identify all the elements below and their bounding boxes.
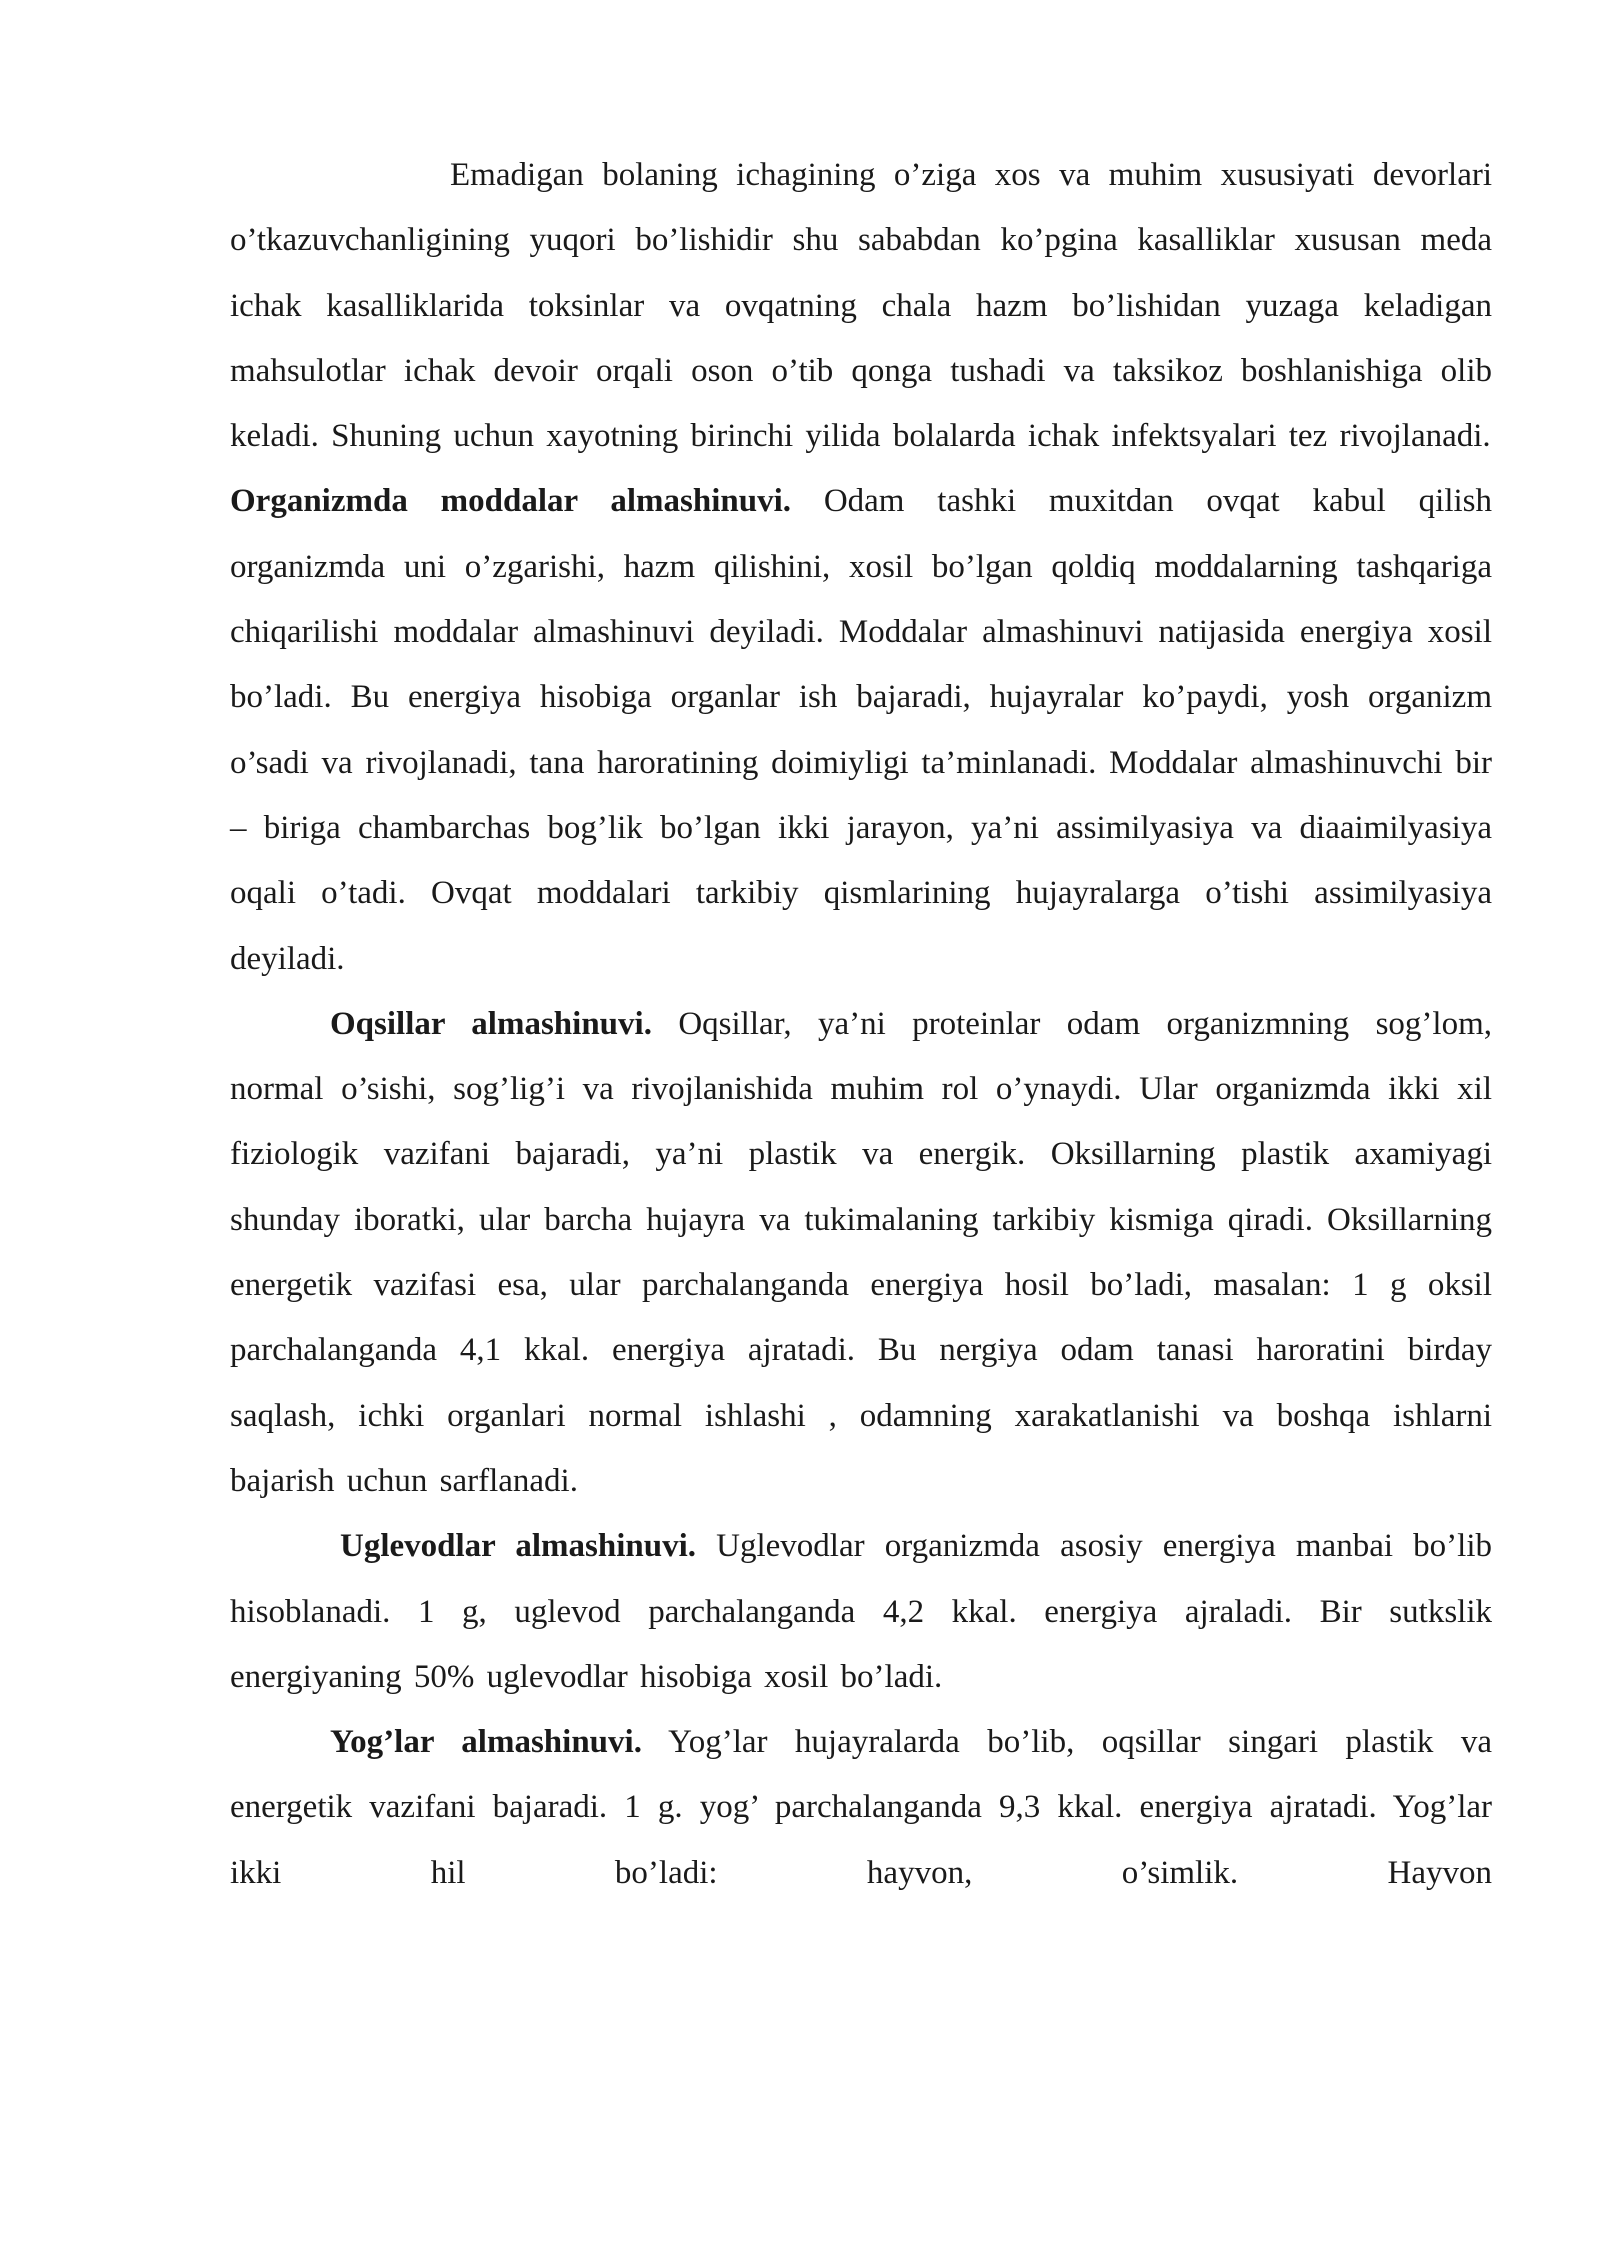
paragraph-text: Emadigan bolaning ichagining o’ziga xos va muhim xususiyati devorlari o’tkazuvchanligining yuqori bo’lishidir shu sababdan ko’pgina kasalliklar xususan meda ichak kasalliklarida toksinlar va ovqatning chala hazm bo’lishidan yuzaga keladigan mahsulotlar ichak devoir orqali oson o’tib qonga tushadi va taksikoz boshlanishiga olib keladi. Shuning uchun xayotning birinchi yilida bolalarda ichak infektsyalari tez rivojlanadi. [230,157,1492,455]
section-heading-metabolism: Organizmda moddalar almashinuvi. [230,483,792,520]
paragraph-text: Odam tashki muxitdan ovqat kabul qilish organizmda uni o’zgarishi, hazm qilishini, xosil bo’lgan qoldiq moddalarning tashqariga chiqarilishi moddalar almashinuvi deyiladi. Moddalar almashinuvi natijasida energiya xosil bo’ladi. Bu energiya hisobiga organlar ish bajaradi, hujayralar ko’paydi, yosh organizm o’sadi va rivojlanadi, tana haroratining doimiyligi ta’minlanadi. Moddalar almashinuvchi bir – biriga chambarchas bog’lik bo’lgan ikki jarayon, ya’ni assimilyasiya va diaaimilyasiya oqali o’tadi. Ovqat moddalari tarkibiy qismlarining hujayralarga o’tishi assimilyasiya deyiladi. [230,483,1492,977]
paragraph-metabolism [230,469,1492,991]
paragraph-text: Uglevodlar organizmda asosiy energiya manbai bo’lib hisoblanadi. 1 g, uglevod parchalanganda 4,2 kkal. energiya ajraladi. Bir sutkslik energiyaning 50% uglevodlar hisobiga xosil bo’ladi. [230,1528,1492,1695]
paragraph-carbohydrate [230,1514,1492,1710]
paragraph-text: Oqsillar, ya’ni proteinlar odam organizmning sog’lom, normal o’sishi, sog’lig’i va rivojlanishida muhim rol o’ynaydi. Ular organizmda ikki xil fiziologik vazifani bajaradi, ya’ni plastik va energik. Oksillarning plastik axamiyagi shunday iboratki, ular barcha hujayra va tukimalaning tarkibiy kismiga qiradi. Oksillarning energetik vazifasi esa, ular parchalanganda energiya hosil bo’ladi, masalan: 1 g oksil parchalanganda 4,1 kkal. energiya ajratadi. Bu nergiya odam tanasi haroratini birday saqlash, ichki organlari normal ishlashi , odamning xarakatlanishi va boshqa ishlarni bajarish uchun sarflanadi. [230,1005,1492,1499]
document-body [230,143,1492,1906]
paragraph-fat [230,1710,1492,1906]
paragraph-intestine [230,143,1492,469]
paragraph-protein [230,992,1492,1514]
section-heading-carbohydrate: Uglevodlar almashinuvi. [340,1528,697,1565]
section-heading-protein: Oqsillar almashinuvi. [330,1005,652,1042]
section-heading-fat: Yog’lar almashinuvi. [330,1724,642,1761]
paragraph-text: Yog’lar hujayralarda bo’lib, oqsillar singari plastik va energetik vazifani bajaradi. 1 g. yog’ parchalanganda 9,3 kkal. energiya ajratadi. Yog’lar ikki hil bo’ladi: hayvon, o’simlik. Hayvon [230,1724,1492,1891]
